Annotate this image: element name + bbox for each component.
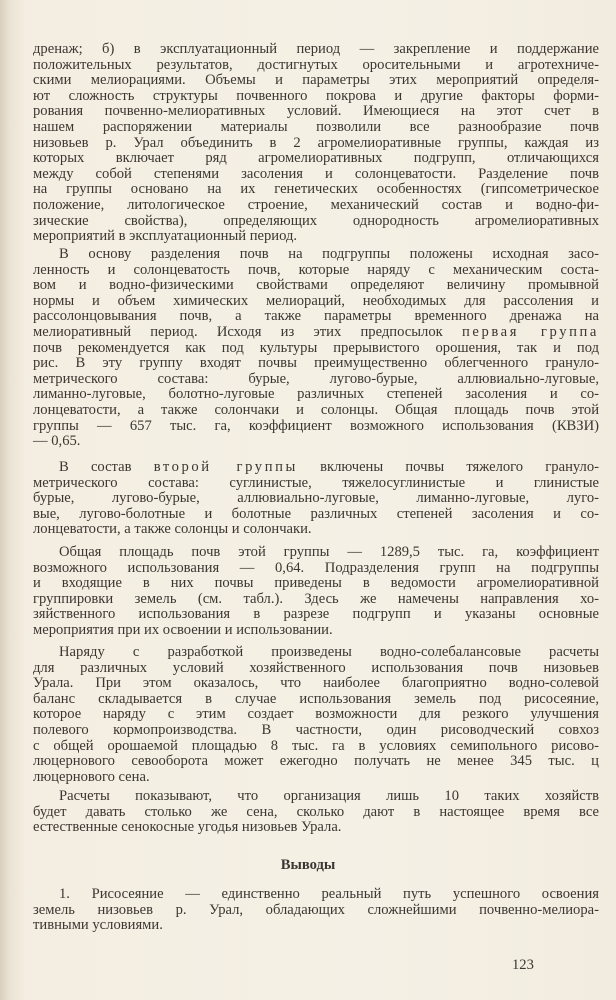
text-line: почв рекомендуется как под культуры прерывистого орошения, так и под xyxy=(33,339,599,356)
text-line: с общей орошаемой площадью 8 тыс. га в условиях семипольного рисово- xyxy=(33,737,599,754)
text-line: тивными условиями. xyxy=(33,917,163,934)
section-heading-conclusions: Выводы xyxy=(280,857,336,873)
text-line: баланс складывается в случае использования земель под рисосеяние, xyxy=(33,690,599,707)
text-segment: мелиоративный период. Исходя из этих предпосылок xyxy=(33,323,462,340)
text-line: В основу разделения почв на подгруппы положены исходная засо- xyxy=(59,246,599,262)
text-line: метрического состава: бурые, лугово-бурые, аллювиально-луговые, xyxy=(33,370,599,387)
text-line: метрического состава: суглинистые, тяжелосуглинистые и глинистые xyxy=(33,474,599,491)
text-line: лонцеватости, а также солончаки и солонцы. Общая площадь почв этой xyxy=(33,401,599,418)
page-number: 123 xyxy=(512,957,534,973)
text-line: дренаж; б) в эксплуатационный период — закрепление и поддержание xyxy=(33,41,599,57)
paragraph-water-salt-balance xyxy=(33,645,599,785)
paragraph-calculations xyxy=(33,789,599,836)
text-line: рования почвенно-мелиоративных условий. Имеющиеся на этот счет в xyxy=(33,103,599,120)
text-line: лонцеватости, а также солонцы и солончаки. xyxy=(33,521,312,538)
text-line: зические свойства), определяющих однородность агромелиоративных xyxy=(33,212,599,229)
text-line: положение, литологическое строение, механический состав и водно-фи- xyxy=(33,196,599,213)
text-line: Расчеты показывают, что организация лишь 10 таких хозяйств xyxy=(59,788,599,804)
text-line: нормы и объем химических мелиораций, необходимых для рассоления и xyxy=(33,292,599,309)
text-line: которое наряду с этим создает возможности для резкого улучшения xyxy=(33,706,599,723)
text-line: группировки земель (см. табл.). Здесь же намечены направления хо- xyxy=(33,590,599,607)
text-line: рассолонцовывания почв, а также параметры временного дренажа на xyxy=(33,308,599,325)
text-line: возможного использования — 0,64. Подразделения групп на подгруппы xyxy=(33,559,599,576)
paragraph-conclusion-1 xyxy=(33,887,599,934)
text-segment: В состав xyxy=(59,459,154,475)
text-line: вые, лугово-болотные и болотные различных степеней засоления и со- xyxy=(33,505,599,522)
text-line: которых включает ряд агромелиоративных подгрупп, отличающихся xyxy=(33,150,599,167)
text-line xyxy=(33,460,599,476)
text-line: люцернового сена. xyxy=(33,768,150,785)
text-line: положительных результатов, достигнутых оросительными и агротехниче- xyxy=(33,56,599,73)
text-line: мероприятий в эксплуатационный период. xyxy=(33,228,298,245)
paragraph-second-group xyxy=(33,460,599,538)
text-line: Общая площадь почв этой группы — 1289,5 тыс. га, коэффициент xyxy=(59,544,599,560)
emphasized-text: первая группа xyxy=(461,323,599,340)
paragraph-drainage-exploitation xyxy=(33,42,599,245)
emphasized-text: второй группы xyxy=(153,459,298,475)
text-line: будет давать столько же сена, сколько дают в настоящее время все xyxy=(33,803,599,820)
text-line: естественные сенокосные угодья низовьев Урала. xyxy=(33,819,342,836)
text-line: Урала. При этом оказалось, что наиболее благоприятно водно-солевой xyxy=(33,675,599,692)
text-line: ют сложность структуры почвенного покрова и другие факторы форми- xyxy=(33,87,599,104)
text-line xyxy=(33,325,599,341)
text-line: ленность и солонцеватость почв, которые наряду с механическим соста- xyxy=(33,261,599,278)
text-line: мероприятия при их освоении и использовании. xyxy=(33,621,333,638)
text-line: и входящие в них почвы приведены в ведомости агромелиоративной xyxy=(33,575,599,592)
text-line: рис. В эту группу входят почвы преимущественно облегченного грануло- xyxy=(33,355,599,372)
text-line: люцернового севооборота может ежегодно получать не менее 345 тыс. ц xyxy=(33,753,599,770)
text-line: — 0,65. xyxy=(33,433,81,450)
paragraph-first-group xyxy=(33,247,599,450)
text-line: на группы основано на их генетических особенностях (гипсометрическое xyxy=(33,181,599,198)
text-line: нашем распоряжении материалы позволили все разнообразие почв xyxy=(33,118,599,135)
text-line: Наряду с разработкой произведены водно-солебалансовые расчеты xyxy=(59,644,599,660)
text-line: вом и водно-физическими свойствами определяют величину промывной xyxy=(33,277,599,294)
text-line: низовьев р. Урал объединить в 2 агромелиоративные группы, каждая из xyxy=(33,134,599,151)
text-segment: включены почвы тяжелого грануло- xyxy=(297,459,599,475)
text-line: бурые, лугово-бурые, аллювиально-луговые, лиманно-луговые, луго- xyxy=(33,490,599,507)
text-line: 1. Рисосеяние — единственно реальный путь успешного освоения xyxy=(59,886,599,902)
paragraph-second-group-area xyxy=(33,545,599,639)
text-line: скими мелиорациями. Объемы и параметры этих мероприятий определя- xyxy=(33,72,599,89)
text-line: лиманно-луговые, болотно-луговые различных степеней засоления и со- xyxy=(33,386,599,403)
text-line: между собой степенями засоления и солонцеватости. Разделение почв xyxy=(33,165,599,182)
text-line: группы — 657 тыс. га, коэффициент возможного использования (КВЗИ) xyxy=(33,417,599,434)
text-line: зяйственного использования в разрезе подгрупп и указаны основные xyxy=(33,606,599,623)
text-line: земель низовьев р. Урал, обладающих сложнейшими почвенно-мелиора- xyxy=(33,901,599,918)
text-line: полевого кормопроизводства. В частности, один рисоводческий совхоз xyxy=(33,721,599,738)
text-line: для различных условий хозяйственного использования почв низовьев xyxy=(33,659,599,676)
